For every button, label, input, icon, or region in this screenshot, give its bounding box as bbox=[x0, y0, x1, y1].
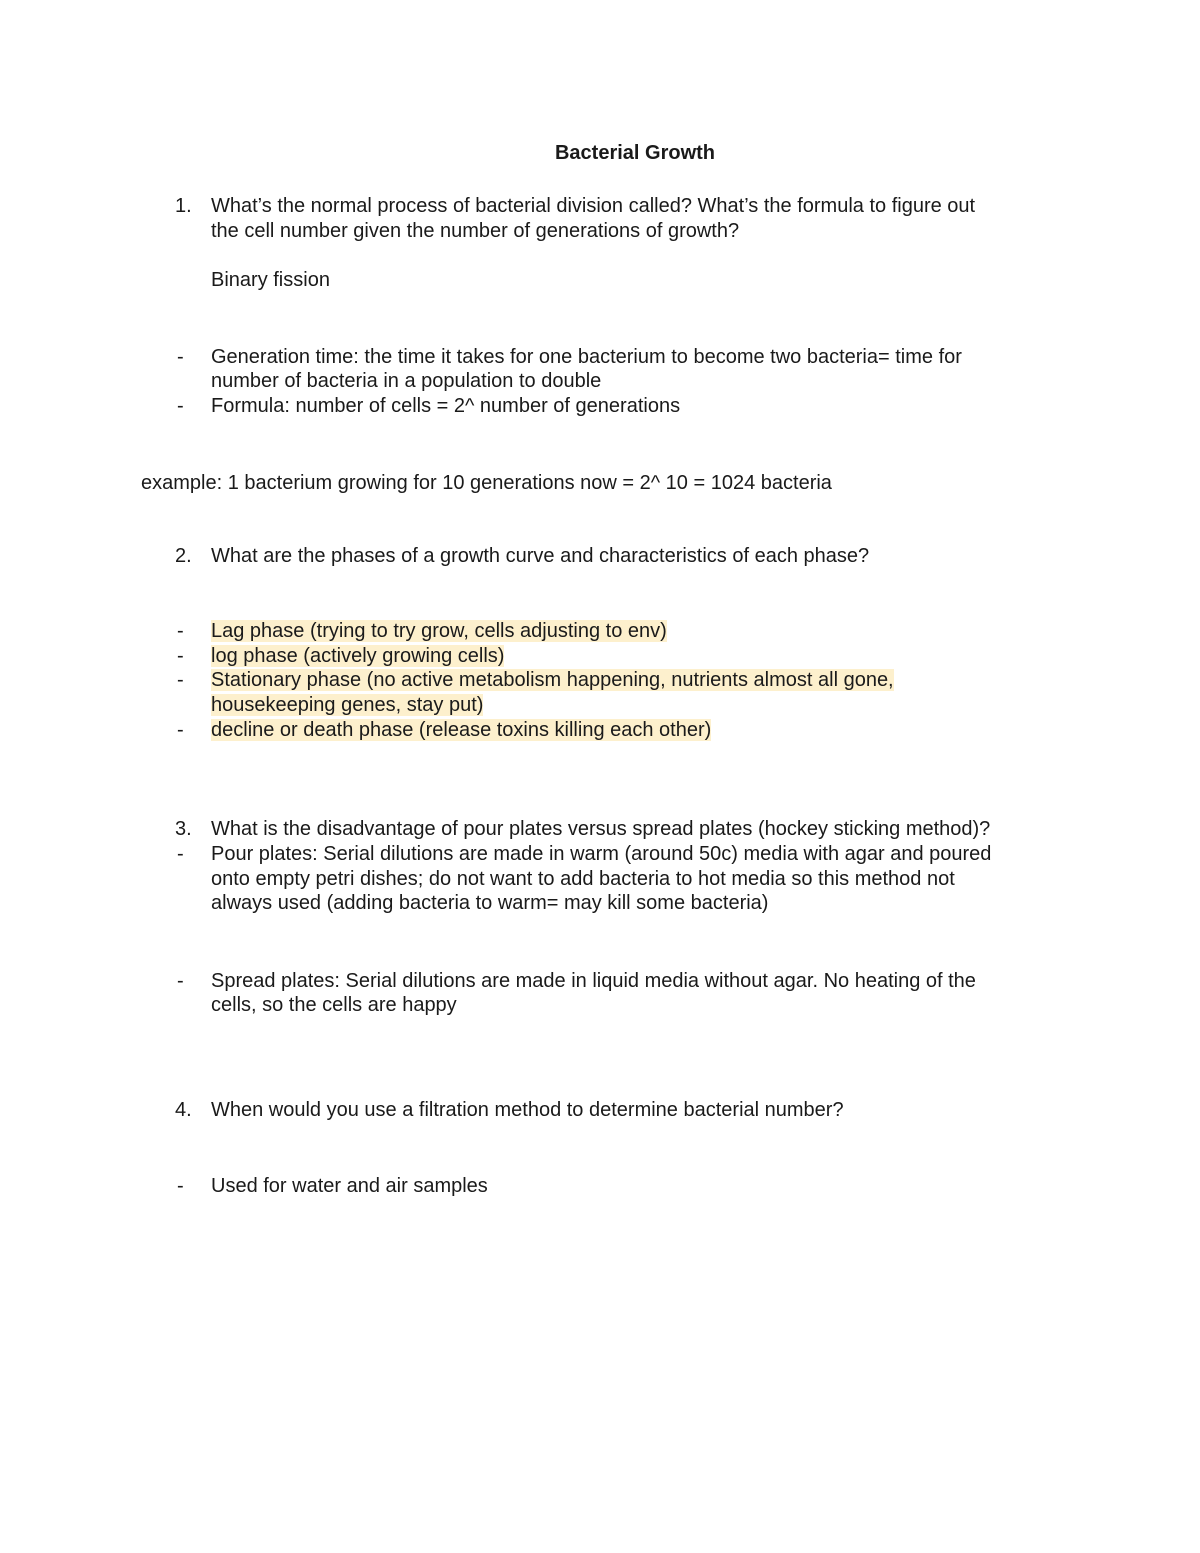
question-3-number: 3. bbox=[175, 818, 192, 840]
question-2-number: 2. bbox=[175, 545, 192, 567]
question-4-text: When would you use a filtration method to determine bacterial number? bbox=[211, 1099, 844, 1121]
bullet-dash: - bbox=[177, 669, 184, 691]
pour-plates-line-3: always used (adding bacteria to warm= may kill some bacteria) bbox=[211, 892, 769, 914]
spread-plates-line-2: cells, so the cells are happy bbox=[211, 994, 457, 1016]
bullet-dash: - bbox=[177, 346, 184, 368]
bullet-dash: - bbox=[177, 1175, 184, 1197]
example-line: example: 1 bacterium growing for 10 generations now = 2^ 10 = 1024 bacteria bbox=[141, 472, 832, 494]
phase-item-log bbox=[211, 644, 1091, 669]
question-1-answer: Binary fission bbox=[211, 269, 330, 291]
bullet-dash: - bbox=[177, 395, 184, 417]
log-phase-text: log phase (actively growing cells) bbox=[211, 645, 505, 667]
stationary-phase-text-2: housekeeping genes, stay put) bbox=[211, 694, 484, 716]
decline-phase-text: decline or death phase (release toxins killing each other) bbox=[211, 719, 712, 741]
bullet-dash: - bbox=[177, 843, 184, 865]
phase-item-stationary-cont bbox=[211, 693, 1091, 718]
spread-plates-line-1: Spread plates: Serial dilutions are made in liquid media without agar. No heating of the bbox=[211, 970, 976, 992]
question-2-text: What are the phases of a growth curve and characteristics of each phase? bbox=[211, 545, 870, 567]
phase-item-lag bbox=[211, 619, 1091, 644]
stationary-phase-text-1: Stationary phase (no active metabolism happening, nutrients almost all gone, bbox=[211, 669, 894, 691]
generation-time-line-2: number of bacteria in a population to double bbox=[211, 370, 602, 392]
question-1-line-1: What’s the normal process of bacterial division called? What’s the formula to figure out bbox=[211, 195, 976, 217]
question-3-text: What is the disadvantage of pour plates versus spread plates (hockey sticking method)? bbox=[211, 818, 991, 840]
bullet-dash: - bbox=[177, 620, 184, 642]
question-4-answer: Used for water and air samples bbox=[211, 1175, 488, 1197]
formula-line: Formula: number of cells = 2^ number of generations bbox=[211, 395, 681, 417]
generation-time-line-1: Generation time: the time it takes for one bacterium to become two bacteria= time for bbox=[211, 346, 962, 368]
question-4-number: 4. bbox=[175, 1099, 192, 1121]
phase-item-stationary bbox=[211, 668, 1091, 693]
bullet-dash: - bbox=[177, 645, 184, 667]
bullet-dash: - bbox=[177, 719, 184, 741]
question-1-number: 1. bbox=[175, 195, 192, 217]
question-1-line-2: the cell number given the number of generations of growth? bbox=[211, 220, 740, 242]
lag-phase-text: Lag phase (trying to try grow, cells adjusting to env) bbox=[211, 620, 667, 642]
pour-plates-line-2: onto empty petri dishes; do not want to add bacteria to hot media so this method not bbox=[211, 868, 955, 890]
page-title: Bacterial Growth bbox=[554, 142, 716, 164]
phase-item-decline bbox=[211, 718, 1091, 743]
pour-plates-line-1: Pour plates: Serial dilutions are made in warm (around 50c) media with agar and poured bbox=[211, 843, 992, 865]
bullet-dash: - bbox=[177, 970, 184, 992]
